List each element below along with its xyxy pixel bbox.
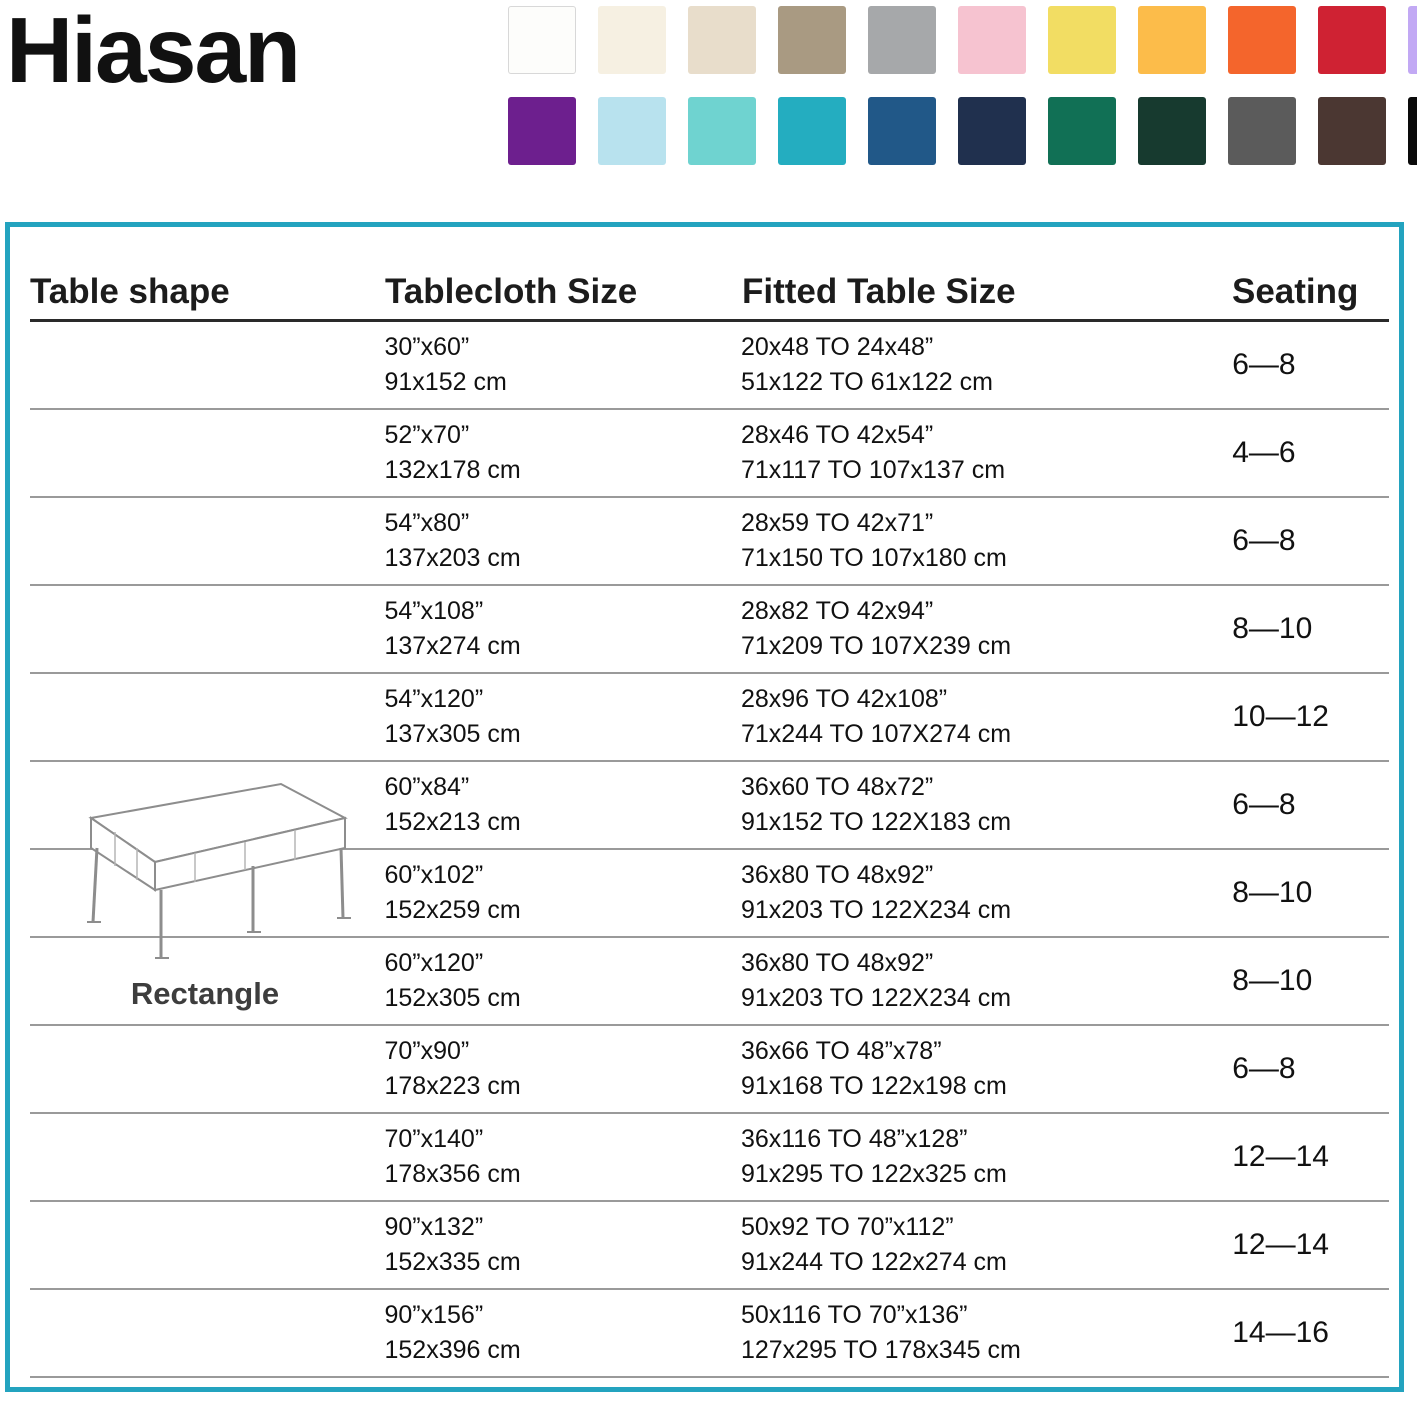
cell-seating: 4—6 [1232, 435, 1296, 469]
fitted-inches: 36x60 TO 48x72” [740, 772, 934, 801]
fitted-cm: 91x295 TO 122x325 cm [740, 1160, 1007, 1188]
cloth-inches: 90”x156” [384, 1300, 484, 1329]
column-header-table-shape: Table shape [30, 272, 230, 311]
cloth-inches: 60”x120” [384, 948, 484, 977]
table-row [30, 674, 1389, 762]
table-row [30, 1026, 1389, 1114]
column-header-fitted-table-size: Fitted Table Size [742, 272, 1016, 311]
fitted-inches: 36x80 TO 48x92” [740, 860, 934, 889]
fitted-cm: 91x203 TO 122X234 cm [740, 896, 1012, 924]
swatch-dark-navy[interactable] [958, 97, 1026, 165]
swatch-dark-brown[interactable] [1318, 97, 1386, 165]
cell-tablecloth-size [384, 946, 740, 1017]
cloth-inches: 90”x132” [384, 1212, 484, 1241]
cell-fitted-size [741, 1210, 1230, 1281]
cell-fitted-size [741, 858, 1230, 929]
swatch-light-blue[interactable] [598, 97, 666, 165]
cell-tablecloth-size [384, 1034, 740, 1105]
swatch-black[interactable] [1408, 97, 1417, 165]
shape-caption: Rectangle [130, 976, 280, 1011]
cell-fitted-size [741, 418, 1230, 489]
cell-tablecloth-size [384, 1210, 740, 1281]
table-body [30, 322, 1389, 1378]
swatch-lavender[interactable] [1408, 6, 1417, 74]
cloth-cm: 137x274 cm [384, 632, 521, 660]
cell-tablecloth-size [384, 770, 740, 841]
cloth-cm: 152x213 cm [384, 808, 521, 836]
cloth-inches: 54”x80” [384, 508, 470, 537]
swatch-emerald-green[interactable] [1048, 97, 1116, 165]
cell-fitted-size [741, 682, 1230, 753]
cell-fitted-size [741, 946, 1230, 1017]
swatch-dark-green[interactable] [1138, 97, 1206, 165]
column-header-tablecloth-size: Tablecloth Size [385, 272, 638, 311]
fitted-cm: 71x209 TO 107X239 cm [740, 632, 1012, 660]
table-row [30, 850, 1389, 938]
cell-seating: 10—12 [1232, 699, 1329, 733]
swatch-red[interactable] [1318, 6, 1386, 74]
swatch-gold[interactable] [1138, 6, 1206, 74]
size-chart-card [5, 222, 1404, 1392]
table-row [30, 410, 1389, 498]
cell-tablecloth-size [384, 1122, 740, 1193]
cell-fitted-size [741, 770, 1230, 841]
cell-tablecloth-size [384, 682, 740, 753]
table-row [30, 762, 1389, 850]
cell-tablecloth-size [384, 418, 740, 489]
cloth-inches: 54”x120” [384, 684, 484, 713]
cloth-cm: 178x356 cm [384, 1160, 521, 1188]
cell-seating: 12—14 [1232, 1139, 1329, 1173]
cell-seating: 12—14 [1232, 1227, 1329, 1261]
swatch-purple[interactable] [508, 97, 576, 165]
table-row [30, 498, 1389, 586]
cell-seating: 8—10 [1232, 875, 1313, 909]
fitted-cm: 91x203 TO 122X234 cm [740, 984, 1012, 1012]
fitted-cm: 71x244 TO 107X274 cm [740, 720, 1012, 748]
cloth-cm: 91x152 cm [384, 368, 507, 396]
cloth-cm: 178x223 cm [384, 1072, 521, 1100]
fitted-inches: 20x48 TO 24x48” [740, 332, 934, 361]
fitted-inches: 50x116 TO 70”x136” [740, 1300, 968, 1329]
table-row [30, 1290, 1389, 1378]
fitted-inches: 36x80 TO 48x92” [740, 948, 934, 977]
cloth-inches: 70”x140” [384, 1124, 484, 1153]
cloth-inches: 70”x90” [384, 1036, 470, 1065]
cell-tablecloth-size [384, 1298, 740, 1369]
fitted-inches: 28x59 TO 42x71” [740, 508, 934, 537]
cloth-cm: 152x259 cm [384, 896, 521, 924]
fitted-inches: 36x116 TO 48”x128” [740, 1124, 968, 1153]
cell-fitted-size [741, 594, 1230, 665]
cloth-inches: 60”x84” [384, 772, 470, 801]
cloth-cm: 132x178 cm [384, 456, 521, 484]
fitted-inches: 28x46 TO 42x54” [740, 420, 934, 449]
cell-fitted-size [741, 330, 1230, 401]
swatch-charcoal-gray[interactable] [1228, 97, 1296, 165]
cell-fitted-size [741, 506, 1230, 577]
cell-seating: 6—8 [1232, 1051, 1296, 1085]
cloth-cm: 152x305 cm [384, 984, 521, 1012]
cloth-inches: 54”x108” [384, 596, 484, 625]
swatch-orange[interactable] [1228, 6, 1296, 74]
cell-seating: 8—10 [1232, 611, 1313, 645]
color-swatch-grid [508, 6, 1417, 167]
cell-seating: 8—10 [1232, 963, 1313, 997]
swatch-white[interactable] [508, 6, 576, 74]
swatch-pink[interactable] [958, 6, 1026, 74]
swatch-aqua[interactable] [688, 97, 756, 165]
fitted-cm: 91x152 TO 122X183 cm [740, 808, 1012, 836]
fitted-cm: 71x150 TO 107x180 cm [740, 544, 1007, 572]
fitted-inches: 36x66 TO 48”x78” [740, 1036, 942, 1065]
cell-fitted-size [741, 1298, 1230, 1369]
size-chart-table [30, 257, 1389, 1379]
cell-tablecloth-size [384, 594, 740, 665]
cloth-cm: 152x335 cm [384, 1248, 521, 1276]
swatch-gray[interactable] [868, 6, 936, 74]
fitted-cm: 91x244 TO 122x274 cm [740, 1248, 1007, 1276]
table-row [30, 1114, 1389, 1202]
fitted-inches: 28x96 TO 42x108” [740, 684, 948, 713]
page-header [0, 0, 1417, 195]
cell-tablecloth-size [384, 506, 740, 577]
cloth-inches: 30”x60” [384, 332, 470, 361]
cloth-inches: 60”x102” [384, 860, 484, 889]
cell-seating: 6—8 [1232, 347, 1296, 381]
fitted-cm: 71x117 TO 107x137 cm [740, 456, 1006, 484]
cloth-cm: 152x396 cm [384, 1336, 521, 1364]
table-header-row [30, 257, 1389, 322]
column-header-seating: Seating [1232, 272, 1359, 311]
swatch-navy-blue[interactable] [868, 97, 936, 165]
cell-tablecloth-size [384, 330, 740, 401]
swatch-taupe[interactable] [778, 6, 846, 74]
cloth-inches: 52”x70” [384, 420, 470, 449]
table-row [30, 938, 1389, 1026]
table-row [30, 586, 1389, 674]
fitted-inches: 28x82 TO 42x94” [740, 596, 934, 625]
cloth-cm: 137x203 cm [384, 544, 521, 572]
cell-seating: 14—16 [1232, 1315, 1329, 1349]
fitted-cm: 51x122 TO 61x122 cm [740, 368, 993, 396]
cell-fitted-size [741, 1122, 1230, 1193]
swatch-teal[interactable] [778, 97, 846, 165]
fitted-cm: 91x168 TO 122x198 cm [740, 1072, 1007, 1100]
cell-fitted-size [741, 1034, 1230, 1105]
swatch-ivory[interactable] [598, 6, 666, 74]
cell-seating: 6—8 [1232, 523, 1296, 557]
swatch-yellow[interactable] [1048, 6, 1116, 74]
fitted-inches: 50x92 TO 70”x112” [740, 1212, 954, 1241]
brand-logo: Hiasan [6, 0, 299, 102]
cell-tablecloth-size [384, 858, 740, 929]
table-row [30, 1202, 1389, 1290]
swatch-beige[interactable] [688, 6, 756, 74]
cloth-cm: 137x305 cm [384, 720, 521, 748]
table-row [30, 322, 1389, 410]
cell-seating: 6—8 [1232, 787, 1296, 821]
fitted-cm: 127x295 TO 178x345 cm [740, 1336, 1021, 1364]
